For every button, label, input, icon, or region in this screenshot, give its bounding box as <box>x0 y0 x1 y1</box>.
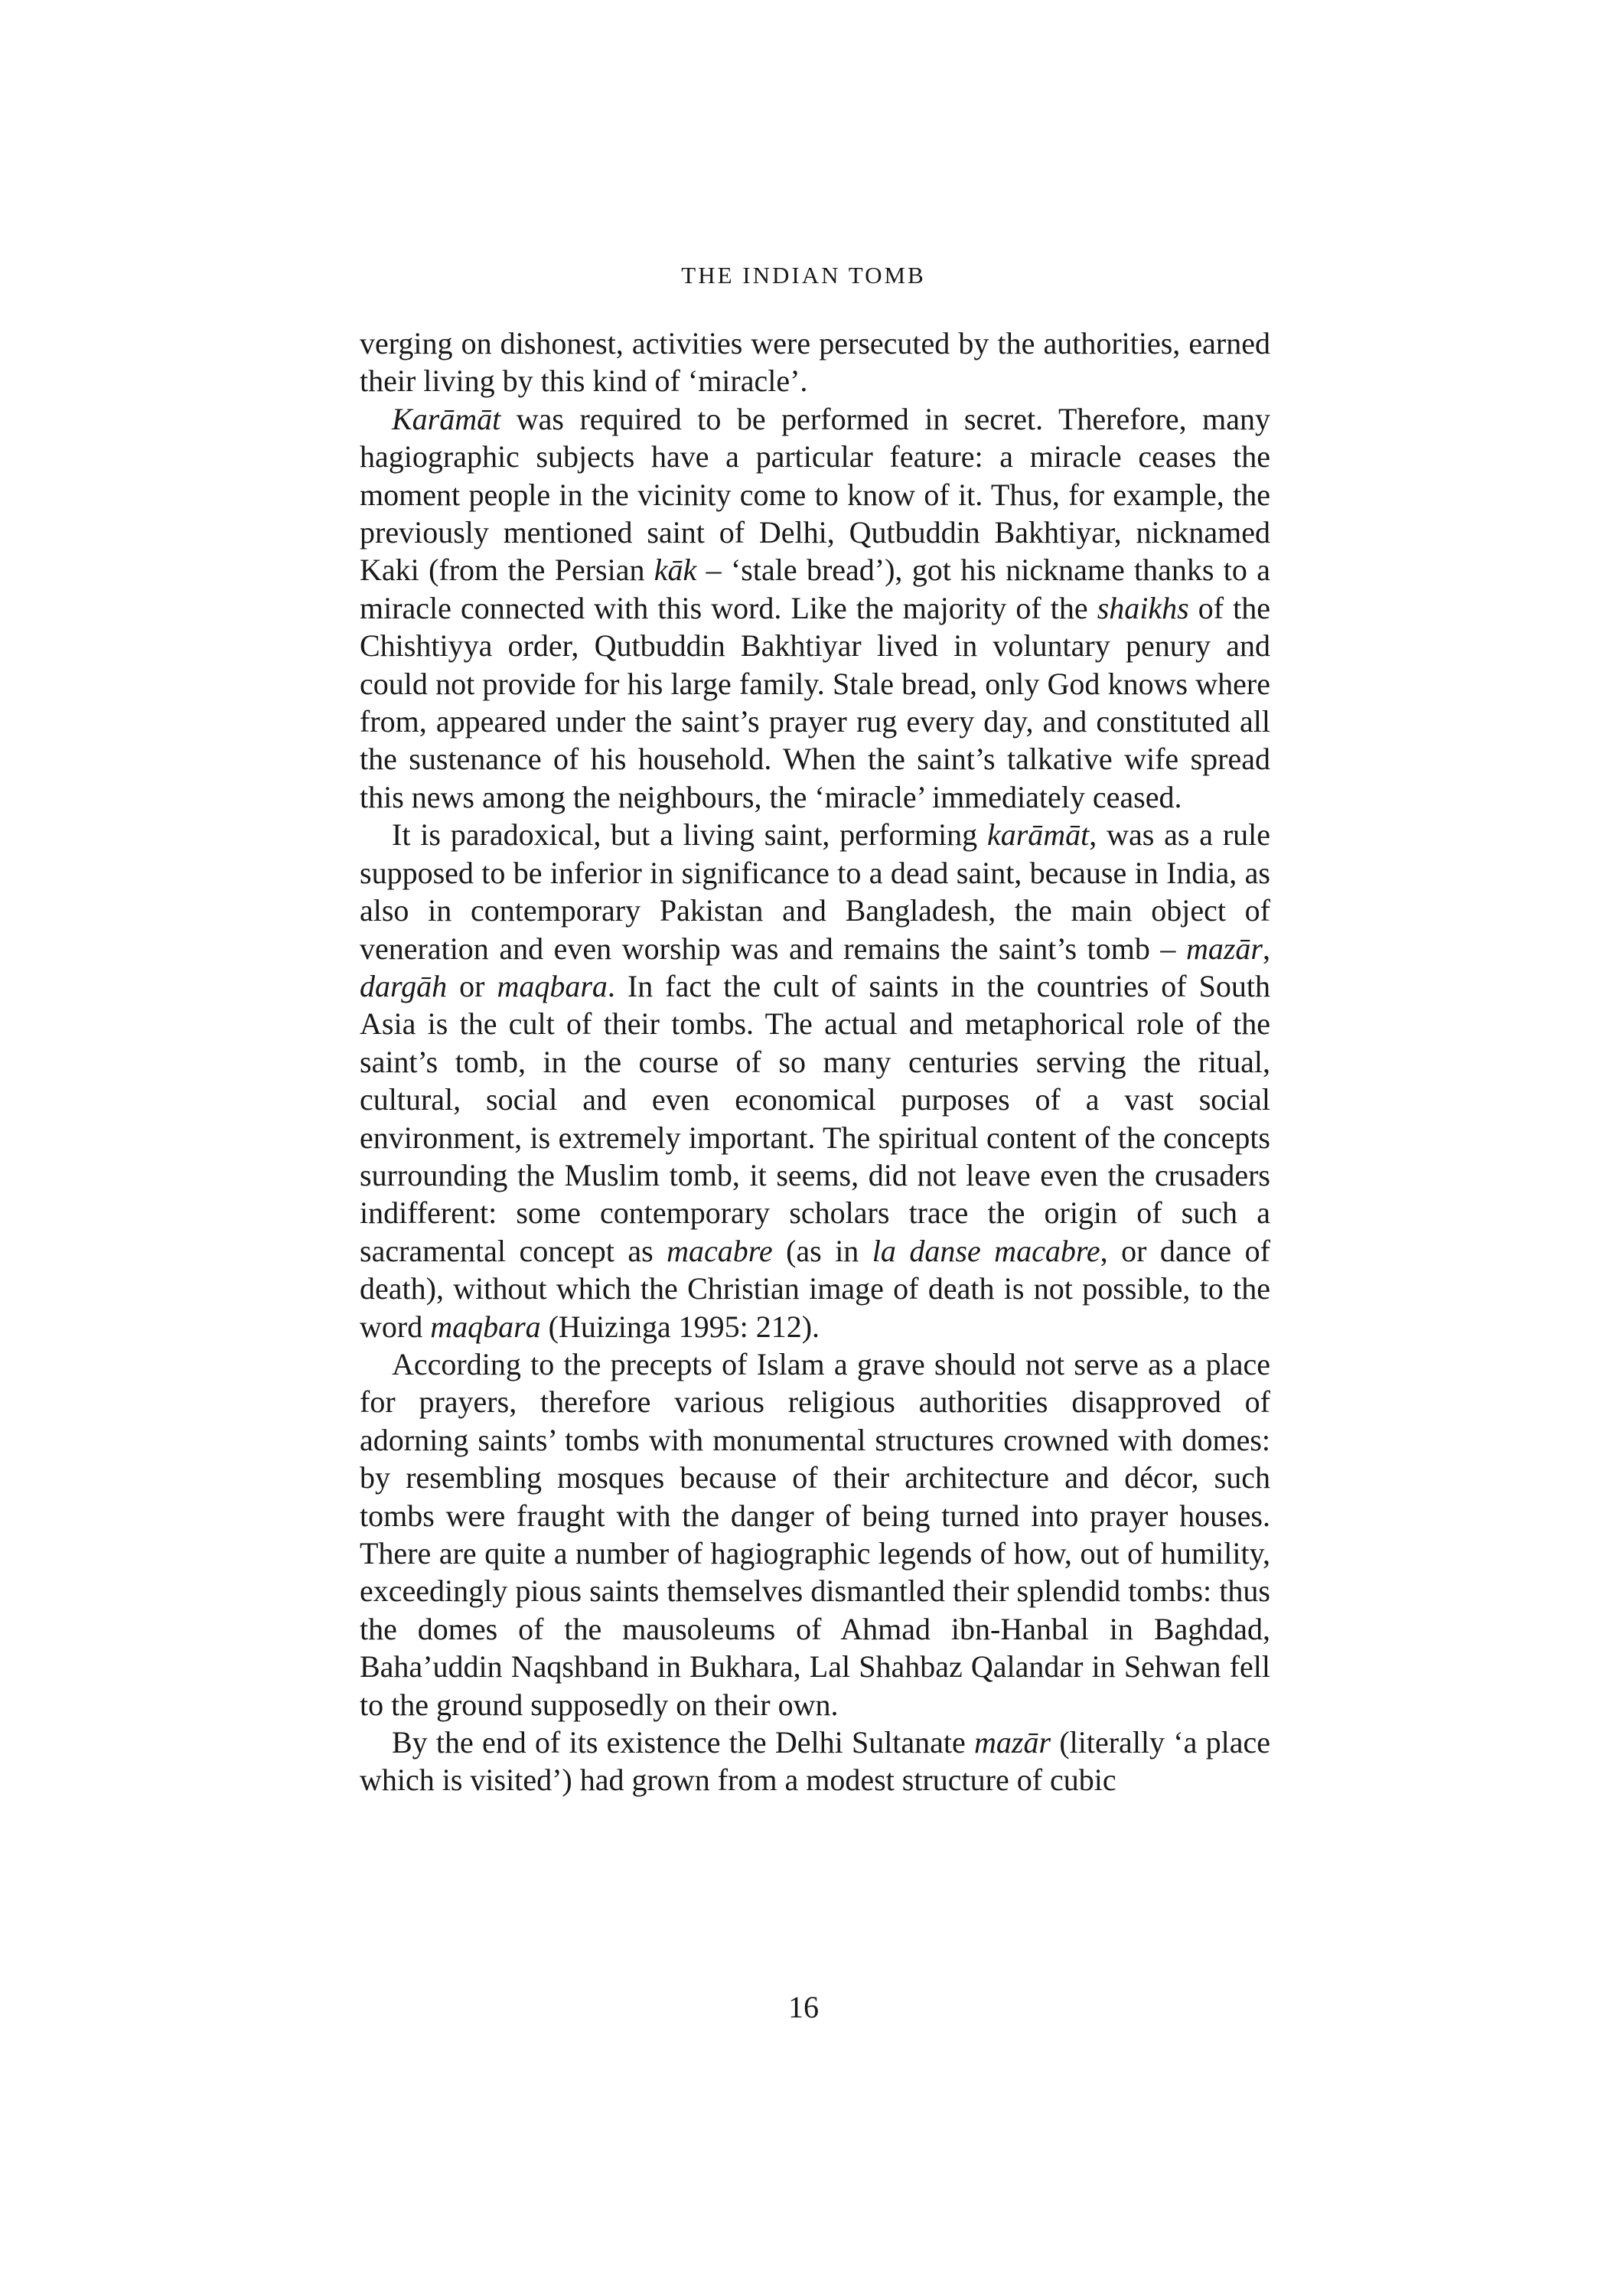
page-number: 16 <box>788 1990 819 2024</box>
paragraph <box>360 1345 1270 1724</box>
text-run: or <box>447 968 497 1003</box>
body-text <box>360 325 1270 1799</box>
paragraph <box>360 325 1270 400</box>
running-head: THE INDIAN TOMB <box>681 262 926 289</box>
text-run: By the end of its existence the Delhi Sultanate <box>392 1725 975 1760</box>
text-run: (Huizinga 1995: 212). <box>540 1309 820 1344</box>
italic-term: mazār <box>1185 931 1263 966</box>
italic-term: dargāh <box>360 968 448 1003</box>
text-run: – ‘stale bread’), got his nickname thanks to a miracle connected with this word. Like the majority of the <box>360 553 1271 625</box>
italic-term: maqbara <box>497 968 608 1003</box>
italic-term: mazār <box>974 1725 1051 1760</box>
text-run: was required to be performed in secret. Therefore, many hagiographic subjects have a particular feature: a miracle ceases the moment people in the vicinity come to know of it. Thus, for example, the previously mentioned saint of Delhi, Qutbuddin Bakhtiyar, nicknamed Kaki (from the Persian <box>360 401 1270 588</box>
text-run: According to the precepts of Islam a grave should not serve as a place for prayers, therefore various religious authorities disapproved of adorning saints’ tombs with monumental structures crowned with domes: by resembling mosques because of their architecture and décor, such tombs were fraught with the danger of being turned into prayer houses. There are quite a number of hagiographic legends of how, out of humility, exceedingly pious saints themselves dismantled their splendid tombs: thus the domes of the mausoleums of Ahmad ibn-Hanbal in Baghdad, Baha’uddin Naqshband in Bukhara, Lal Shahbaz Qalandar in Sehwan fell to the ground supposedly on their own. <box>360 1346 1270 1722</box>
italic-term: la danse macabre <box>872 1233 1100 1268</box>
text-run: , <box>1263 931 1270 966</box>
text-run: It is paradoxical, but a living saint, performing <box>392 817 987 853</box>
paragraph <box>360 816 1270 1345</box>
text-run: verging on dishonest, activities were persecuted by the authorities, earned their living by this kind of ‘miracle’. <box>360 326 1270 399</box>
italic-term: Karāmāt <box>392 401 501 436</box>
text-run: of the Chishtiyya order, Qutbuddin Bakhtiyar lived in voluntary penury and could not provide for his large family. Stale bread, only God knows where from, appeared under the saint’s prayer rug every day, and constituted all the sustenance of his household. When the saint’s talkative wife spread this news among the neighbours, the ‘miracle’ immediately ceased. <box>360 590 1271 814</box>
text-run: , or dance of death), without which the Christian image of death is not possible, to the word <box>360 1233 1270 1344</box>
text-run: . In fact the cult of saints in the countries of South Asia is the cult of their tombs. The actual and metaphorical role of the saint’s tomb, in the course of so many centuries serving the ritual, cultural, social and even economical purposes of a vast social environment, is extremely important. The spiritual content of the concepts surrounding the Muslim tomb, it seems, did not leave even the crusaders indifferent: some contemporary scholars trace the origin of such a sacramental concept as <box>360 968 1270 1268</box>
italic-term: macabre <box>667 1233 773 1268</box>
italic-term: karāmāt <box>986 817 1090 853</box>
paragraph <box>360 400 1270 816</box>
italic-term: maqbara <box>430 1309 541 1344</box>
text-run: (as in <box>772 1233 872 1268</box>
paragraph <box>360 1724 1270 1799</box>
italic-term: kāk <box>654 553 697 588</box>
italic-term: shaikhs <box>1097 590 1189 625</box>
text-run: , was as a rule supposed to be inferior in significance to a dead saint, because in India, as also in contemporary Pakistan and Bangladesh, the main object of veneration and even worship was and remains the saint’s tomb – <box>360 817 1271 966</box>
text-run: (literally ‘a place which is visited’) had grown from a modest structure of cubic <box>360 1725 1270 1798</box>
